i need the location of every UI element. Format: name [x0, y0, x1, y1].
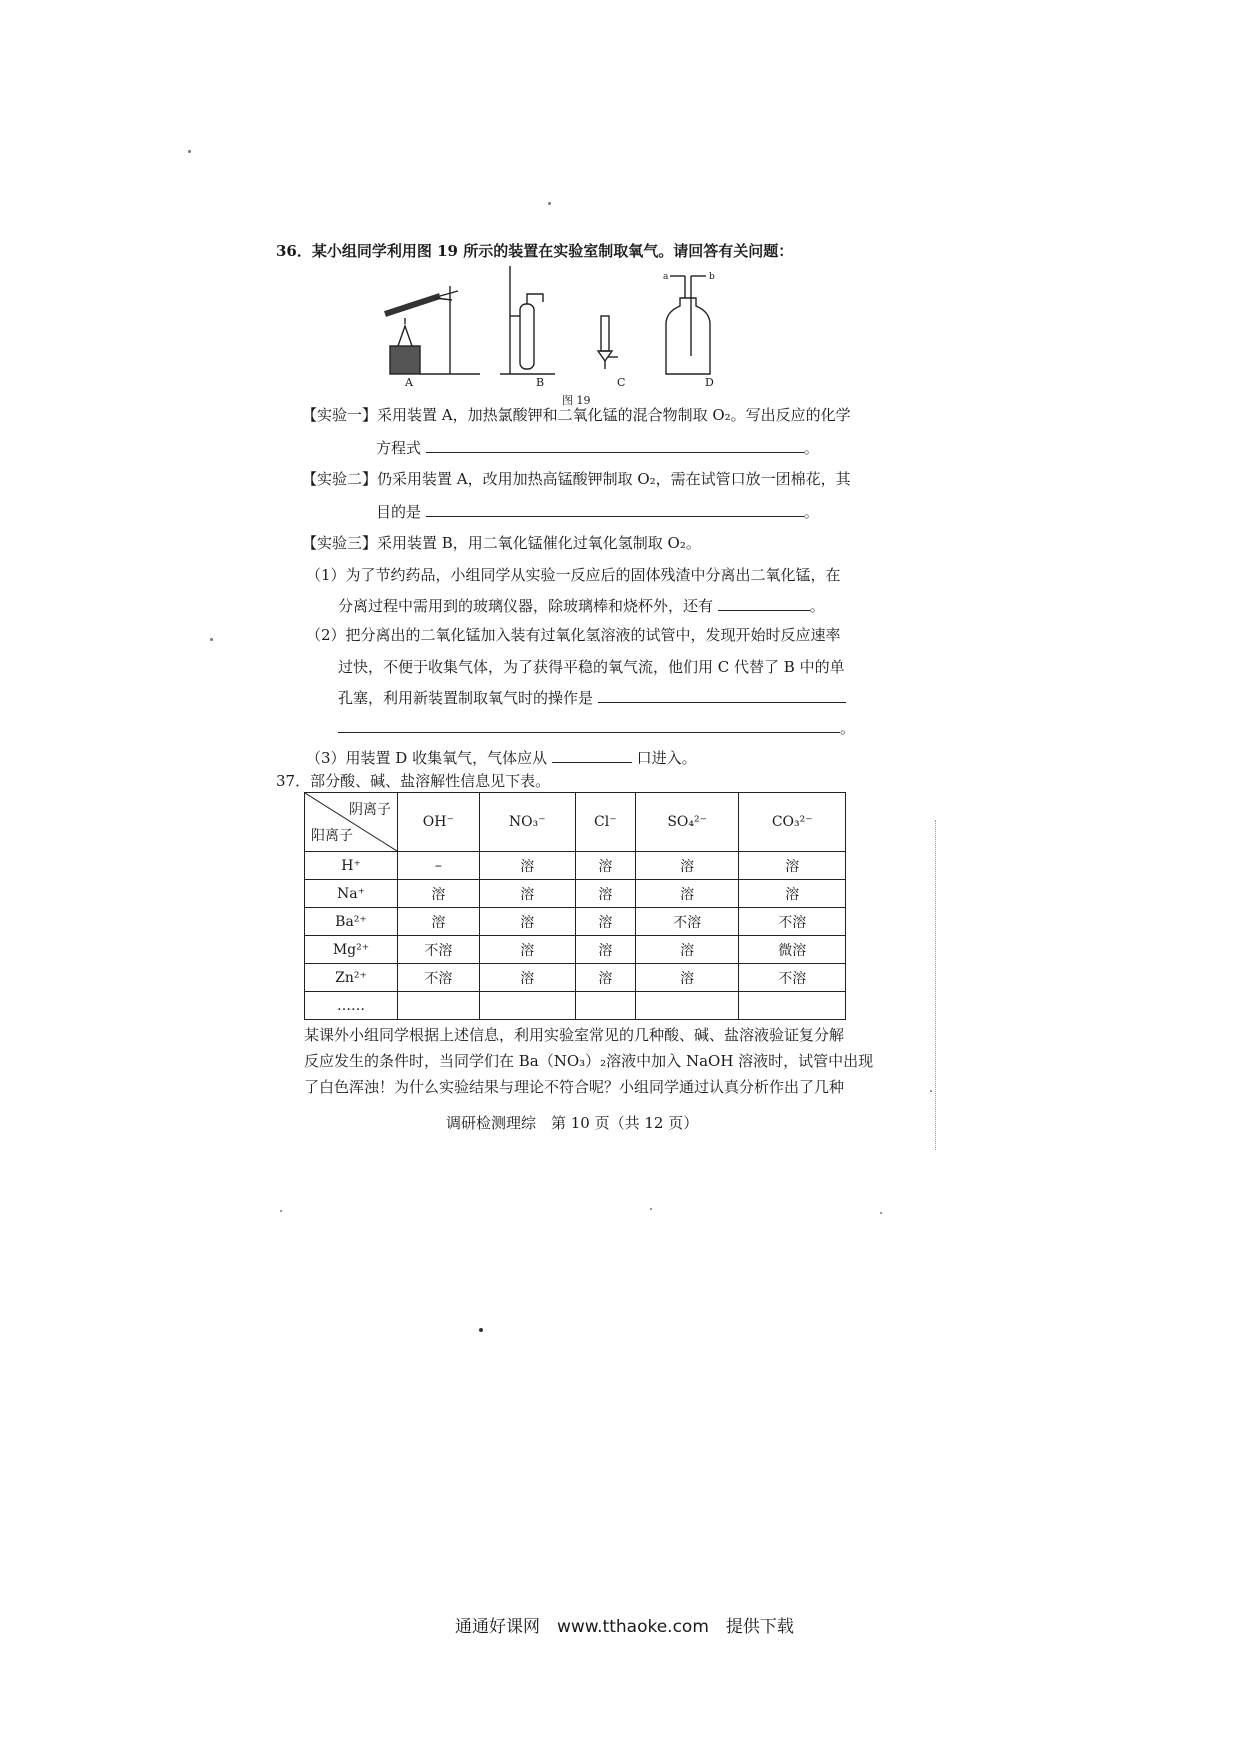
cation-cell: Zn²⁺	[305, 964, 398, 992]
period: 。	[803, 503, 819, 521]
p2-line1: （2）把分离出的二氧化锰加入装有过氧化氢溶液的试管中，发现开始时反应速率	[306, 626, 841, 644]
exp1-answer-blank[interactable]	[426, 436, 804, 453]
table-cell: 溶	[479, 908, 575, 936]
cation-cell: H⁺	[305, 852, 398, 880]
scan-speck	[930, 1090, 932, 1092]
table-cell	[739, 992, 846, 1020]
q37-text-line1: 某课外小组同学根据上述信息，利用实验室常见的几种酸、碱、盐溶液验证复分解	[304, 1026, 845, 1044]
table-header-row	[305, 793, 846, 852]
table-cell: 溶	[575, 936, 635, 964]
table-cell: 溶	[479, 964, 575, 992]
table-cell	[479, 992, 575, 1020]
anion-header: NO₃⁻	[479, 793, 575, 852]
table-cell: 溶	[635, 880, 739, 908]
period: 。	[803, 439, 819, 457]
port-b-label: b	[709, 272, 715, 282]
apparatus-label-c: C	[617, 376, 626, 389]
table-cell: 不溶	[739, 964, 846, 992]
exp2-answer-blank[interactable]	[426, 500, 804, 517]
p3-line	[306, 746, 697, 769]
table-cell: 不溶	[635, 908, 739, 936]
table-cell: 溶	[635, 964, 739, 992]
p1-answer-blank[interactable]	[718, 594, 810, 611]
anion-header: Cl⁻	[575, 793, 635, 852]
table-row	[305, 852, 846, 880]
table-cell: 不溶	[739, 908, 846, 936]
anion-header: OH⁻	[398, 793, 480, 852]
cation-cell: Ba²⁺	[305, 908, 398, 936]
corner-anion-label: 阴离子	[349, 802, 391, 818]
cation-cell: Mg²⁺	[305, 936, 398, 964]
p2-line4	[338, 716, 855, 739]
download-watermark: 通通好课网 www.tthaoke.com 提供下载	[455, 1617, 794, 1637]
table-cell: 溶	[479, 936, 575, 964]
p2-answer-blank-1[interactable]	[598, 686, 846, 703]
table-row	[305, 992, 846, 1020]
table-cell: 溶	[398, 880, 480, 908]
table-cell	[398, 992, 480, 1020]
p3-suffix: 口进入。	[636, 749, 697, 767]
scan-speck	[280, 1210, 282, 1212]
solubility-table	[304, 792, 846, 1020]
scan-speck	[210, 638, 213, 641]
p2-line2: 过快，不便于收集气体，为了获得平稳的氧气流，他们用 C 代替了 B 中的单	[338, 658, 845, 676]
table-row	[305, 908, 846, 936]
table-cell: 溶	[479, 880, 575, 908]
table-cell: 溶	[479, 852, 575, 880]
exp2-prompt: 目的是	[376, 503, 422, 521]
table-cell: 溶	[575, 964, 635, 992]
cation-cell: Na⁺	[305, 880, 398, 908]
table-cell: 不溶	[398, 964, 480, 992]
apparatus-label-b: B	[536, 376, 545, 389]
table-cell: 溶	[739, 852, 846, 880]
p2-answer-blank-2[interactable]	[338, 716, 840, 733]
table-cell: 溶	[575, 880, 635, 908]
apparatus-label-d: D	[705, 376, 714, 389]
page-footer: 调研检测理综 第 10 页（共 12 页）	[446, 1114, 699, 1132]
period: 。	[840, 719, 856, 737]
table-row	[305, 880, 846, 908]
q37-intro: 37．部分酸、碱、盐溶解性信息见下表。	[276, 772, 551, 790]
table-row	[305, 936, 846, 964]
exp2-line1: 【实验二】仍采用装置 A，改用加热高锰酸钾制取 O₂，需在试管口放一团棉花，其	[302, 470, 851, 488]
corner-cation-label: 阳离子	[311, 828, 353, 844]
table-cell: 溶	[635, 852, 739, 880]
anion-header: CO₃²⁻	[739, 793, 846, 852]
scan-speck	[548, 202, 551, 205]
exp1-prompt: 方程式	[376, 439, 422, 457]
table-row	[305, 964, 846, 992]
p3-prompt: （3）用装置 D 收集氧气，气体应从	[306, 749, 548, 767]
table-cell: 溶	[398, 908, 480, 936]
p1-prompt: 分离过程中需用到的玻璃仪器，除玻璃棒和烧杯外，还有	[338, 597, 714, 615]
exp1-line2	[376, 436, 819, 459]
q36-intro: 36．某小组同学利用图 19 所示的装置在实验室制取氧气。请回答有关问题：	[276, 242, 794, 260]
table-cell: 不溶	[398, 936, 480, 964]
table-cell	[635, 992, 739, 1020]
cation-cell: ……	[305, 992, 398, 1020]
figure-19-apparatus	[380, 266, 780, 406]
period: 。	[809, 597, 825, 615]
anion-header: SO₄²⁻	[635, 793, 739, 852]
q37-text-line2: 反应发生的条件时，当同学们在 Ba（NO₃）₂溶液中加入 NaOH 溶液时，试管中出现	[304, 1052, 874, 1070]
table-corner-cell	[305, 793, 398, 852]
table-cell: 溶	[575, 852, 635, 880]
table-cell: 微溶	[739, 936, 846, 964]
q37-text-line3: 了白色浑浊！为什么实验结果与理论不符合呢？小组同学通过认真分析作出了几种	[304, 1078, 845, 1096]
scan-artifact-line	[935, 820, 937, 1150]
table-cell: 溶	[635, 936, 739, 964]
scan-speck	[479, 1328, 483, 1332]
scan-speck	[880, 1212, 882, 1214]
p1-line1: （1）为了节约药品，小组同学从实验一反应后的固体残渣中分离出二氧化锰，在	[306, 566, 841, 584]
exp3-line1: 【实验三】采用装置 B，用二氧化锰催化过氧化氢制取 O₂。	[302, 534, 701, 552]
p3-answer-blank[interactable]	[552, 746, 632, 763]
figure-caption: 图 19	[562, 394, 591, 407]
scan-speck	[650, 1208, 652, 1210]
table-cell: –	[398, 852, 480, 880]
port-a-label: a	[663, 272, 669, 282]
table-cell: 溶	[739, 880, 846, 908]
scan-speck	[188, 150, 191, 153]
p1-line2	[338, 594, 825, 617]
table-cell	[575, 992, 635, 1020]
p2-prompt: 孔塞，利用新装置制取氧气时的操作是	[338, 689, 594, 707]
p2-line3	[338, 686, 846, 709]
exp1-line1: 【实验一】采用装置 A，加热氯酸钾和二氧化锰的混合物制取 O₂。写出反应的化学	[302, 406, 851, 424]
apparatus-label-a: A	[405, 376, 413, 389]
table-cell: 溶	[575, 908, 635, 936]
exp2-line2	[376, 500, 819, 523]
